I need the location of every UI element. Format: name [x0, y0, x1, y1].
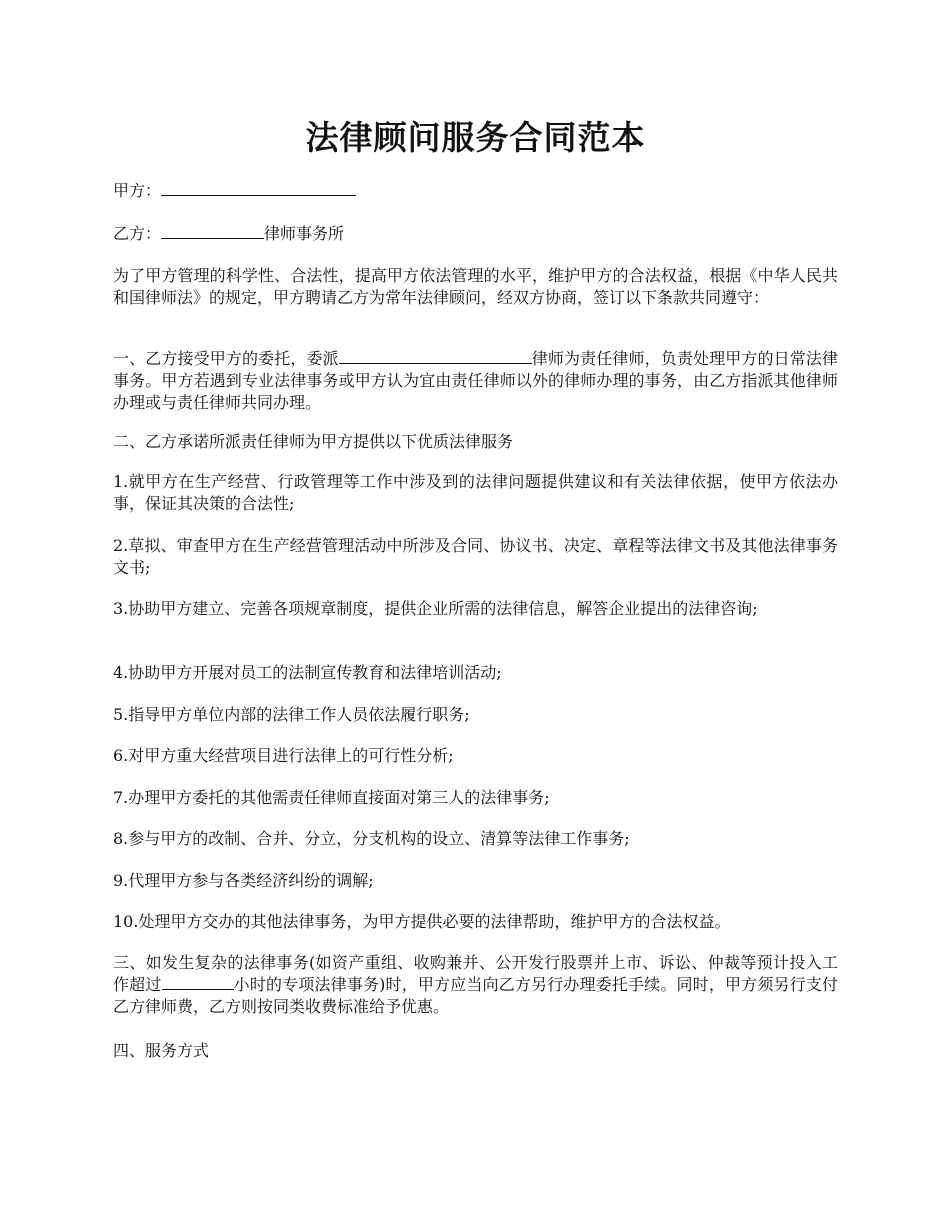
clause-2-heading: 二、乙方承诺所派责任律师为甲方提供以下优质法律服务 [113, 432, 514, 451]
hours-blank [162, 974, 234, 990]
preamble-paragraph: 为了甲方管理的科学性、合法性，提高甲方依法管理的水平，维护甲方的合法权益，根据《中华人民共和国律师法》的规定，甲方聘请乙方为常年法律顾问，经双方协商，签订以下条款共同遵守： [113, 266, 838, 307]
clause-4-heading: 四、服务方式 [113, 1041, 210, 1060]
party-a-line [113, 180, 838, 202]
service-item-2: 2.草拟、审查甲方在生产经营管理活动中所涉及合同、协议书、决定、章程等法律文书及其他法律事务文书; [113, 536, 838, 577]
party-a-blank [161, 180, 356, 196]
service-item-4: 4.协助甲方开展对员工的法制宣传教育和法律培训活动; [113, 663, 502, 682]
clause-3-paragraph [113, 952, 838, 1018]
service-item-3: 3.协助甲方建立、完善各项规章制度，提供企业所需的法律信息，解答企业提出的法律咨询; [113, 599, 758, 618]
clause-1-prefix: 一、乙方接受甲方的委托，委派 [113, 349, 339, 368]
party-b-blank [161, 223, 264, 239]
party-b-suffix: 律师事务所 [264, 224, 345, 243]
lawyer-name-blank [339, 348, 532, 364]
clause-3-suffix: 小时的专项法律事务)时，甲方应当向乙方另行办理委托手续。同时，甲方须另行支付乙方律师费，乙方则按同类收费标准给予优惠。 [113, 975, 838, 1016]
clause-3-prefix: 三、如发生复杂的法律事务(如资产重组、收购兼并、公开发行股票并上市、诉讼、仲裁等预计投入工作超过 [113, 953, 838, 994]
party-b-label: 乙方： [113, 224, 162, 243]
service-item-8: 8.参与甲方的改制、合并、分立，分支机构的设立、清算等法律工作事务; [113, 829, 630, 848]
service-item-6: 6.对甲方重大经营项目进行法律上的可行性分析; [113, 746, 454, 765]
service-item-9: 9.代理甲方参与各类经济纠纷的调解; [113, 871, 374, 890]
party-b-line [113, 223, 838, 245]
clause-1-suffix: 律师为责任律师，负责处理甲方的日常法律事务。甲方若遇到专业法律事务或甲方认为宜由责任律师以外的律师办理的事务，由乙方指派其他律师办理或与责任律师共同办理。 [113, 349, 838, 412]
service-item-5: 5.指导甲方单位内部的法律工作人员依法履行职务; [113, 705, 470, 724]
service-item-1: 1.就甲方在生产经营、行政管理等工作中涉及到的法律问题提供建议和有关法律依据，使甲方依法办事，保证其决策的合法性; [113, 472, 838, 513]
clause-1-paragraph [113, 348, 838, 414]
document-title: 法律顾问服务合同范本 [305, 118, 646, 157]
service-item-10: 10.处理甲方交办的其他法律事务，为甲方提供必要的法律帮助，维护甲方的合法权益。 [113, 912, 731, 931]
service-item-7: 7.办理甲方委托的其他需责任律师直接面对第三人的法律事务; [113, 788, 550, 807]
party-a-label: 甲方： [113, 181, 162, 200]
